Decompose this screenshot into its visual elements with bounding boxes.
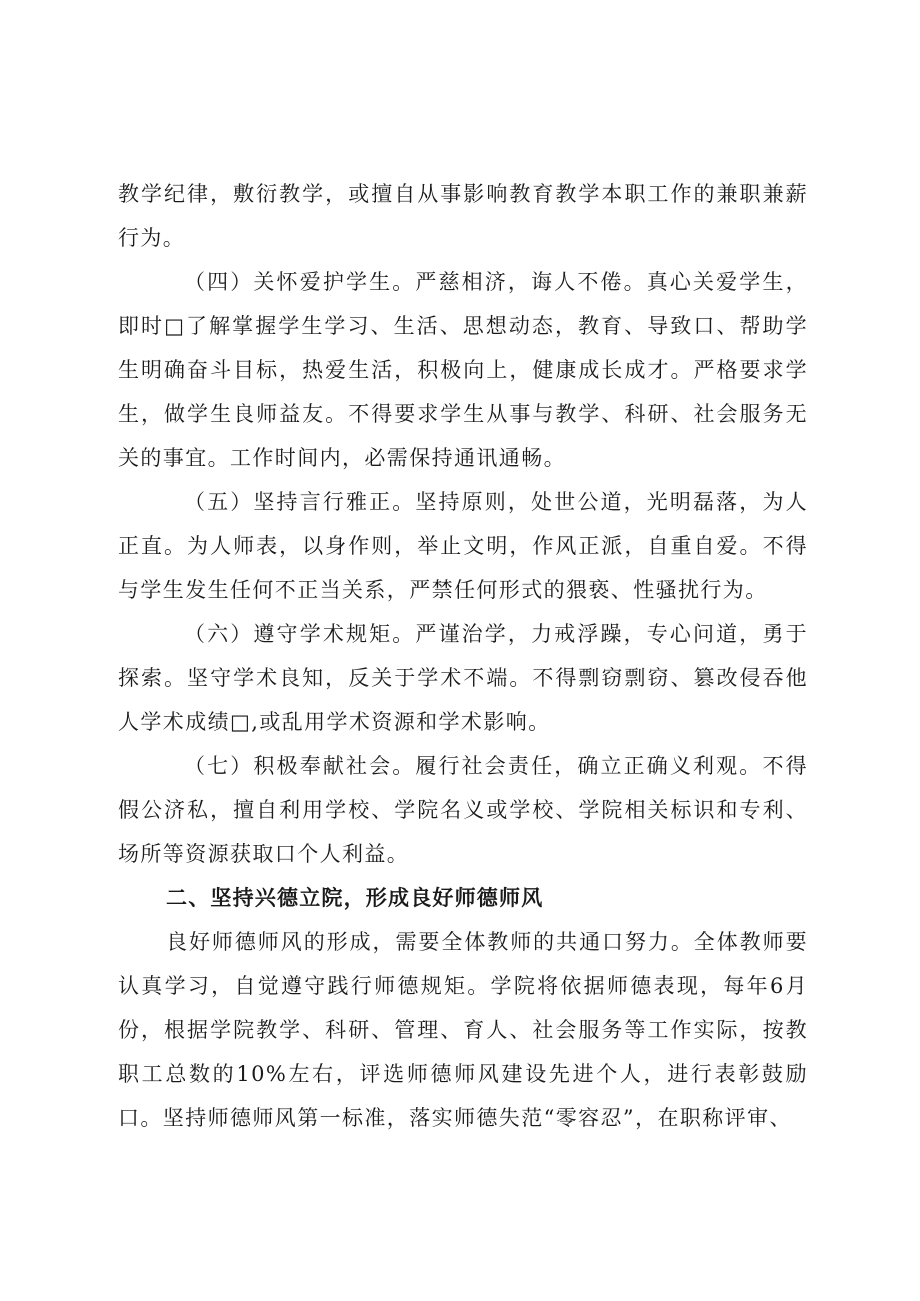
paragraph-item-6: （六）遵守学术规矩。严谨治学，力戒浮躁，专心问道，勇于探索。坚守学术良知，反关于学术不端。不得剽窃剽窃、篡改侵吞他人学术成绩□,或乱用学术资源和学术影响。 (118, 622, 808, 734)
document-body (118, 172, 808, 1140)
section-heading: 二、坚持兴德立院，形成良好师德师风 (166, 886, 544, 910)
paragraph-continuation: 教学纪律，敷衍教学，或擅自从事影响教育教学本职工作的兼职兼薪行为。 (118, 182, 808, 250)
paragraph-item-4: （四）关怀爱护学生。严慈相济，诲人不倦。真心关爱学生，即时□了解掌握学生学习、生活、思想动态，教育、导致口、帮助学生明确奋斗目标，热爱生活，积极向上，健康成长成才。严格要求学生，做学生良师益友。不得要求学生从事与教学、科研、社会服务无关的事宜。工作时间内，必需保持通讯通畅。 (118, 270, 808, 470)
section-paragraph: 良好师德师风的形成，需要全体教师的共通口努力。全体教师要认真学习，自觉遵守践行师德规矩。学院将依据师德表现，每年6月份，根据学院教学、科研、管理、育人、社会服务等工作实际，按教职工总数的10%左右，评选师德师风建设先进个人，进行表彰鼓励口。坚持师德师风第一标准，落实师德失范“零容忍”，在职称评审、 (118, 930, 808, 1130)
paragraph-item-5: （五）坚持言行雅正。坚持原则，处世公道，光明磊落，为人正直。为人师表，以身作则，举止文明，作风正派，自重自爱。不得与学生发生任何不正当关系，严禁任何形式的猥亵、性骚扰行为。 (118, 490, 808, 602)
paragraph-item-7: （七）积极奉献社会。履行社会责任，确立正确义利观。不得假公济私，擅自利用学校、学院名义或学校、学院相关标识和专利、场所等资源获取口个人利益。 (118, 754, 808, 866)
